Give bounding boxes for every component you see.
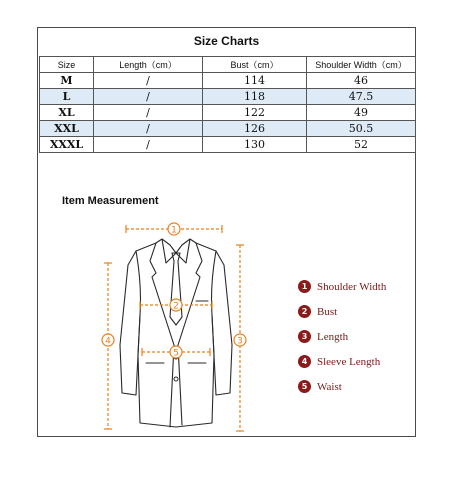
blazer-outline	[120, 239, 232, 427]
blazer-diagram	[96, 215, 256, 437]
size-table	[39, 56, 416, 153]
legend-number-3: 3	[298, 330, 311, 343]
svg-text:1: 1	[171, 225, 177, 236]
marker-2	[170, 299, 182, 312]
cell-shoulder: 47.5	[307, 89, 416, 105]
legend-item	[298, 274, 386, 299]
svg-text:3: 3	[237, 336, 243, 347]
cell-bust: 122	[203, 105, 307, 121]
cell-length: /	[94, 105, 203, 121]
cell-length: /	[94, 73, 203, 89]
header-length: Length（cm）	[94, 57, 203, 73]
table-row	[40, 121, 416, 137]
measurement-legend	[298, 274, 386, 399]
item-measurement-title: Item Measurement	[62, 195, 159, 207]
legend-item	[298, 324, 386, 349]
legend-item	[298, 349, 386, 374]
header-shoulder: Shoulder Width（cm）	[307, 57, 416, 73]
size-chart-title: Size Charts	[193, 34, 260, 48]
cell-length: /	[94, 121, 203, 137]
cell-shoulder: 52	[307, 137, 416, 153]
cell-bust: 126	[203, 121, 307, 137]
cell-size: M	[40, 73, 94, 89]
table-row	[40, 137, 416, 153]
table-row	[40, 105, 416, 121]
cell-bust: 130	[203, 137, 307, 153]
marker-5	[170, 346, 182, 359]
legend-item	[298, 374, 386, 399]
cell-length: /	[94, 137, 203, 153]
svg-text:5: 5	[173, 348, 179, 359]
buttons	[174, 355, 178, 381]
legend-number-1: 1	[298, 280, 311, 293]
legend-number-5: 5	[298, 380, 311, 393]
cell-size: XXL	[40, 121, 94, 137]
legend-label-shoulder-width: Shoulder Width	[317, 280, 387, 293]
header-size: Size	[40, 57, 94, 73]
cell-shoulder: 50.5	[307, 121, 416, 137]
legend-label-bust: Bust	[317, 305, 338, 318]
cell-bust: 114	[203, 73, 307, 89]
table-header-row	[40, 57, 416, 73]
legend-number-4: 4	[298, 355, 311, 368]
marker-4	[102, 334, 114, 347]
table-row	[40, 89, 416, 105]
legend-label-sleeve-length: Sleeve Length	[317, 355, 381, 368]
svg-text:4: 4	[105, 336, 111, 347]
legend-label-waist: Waist	[317, 380, 342, 393]
cell-size: XXXL	[40, 137, 94, 153]
cell-shoulder: 49	[307, 105, 416, 121]
table-row	[40, 73, 416, 89]
legend-item	[298, 299, 386, 324]
cell-size: L	[40, 89, 94, 105]
marker-1	[168, 223, 180, 236]
cell-length: /	[94, 89, 203, 105]
legend-number-2: 2	[298, 305, 311, 318]
legend-label-length: Length	[317, 330, 349, 343]
marker-3	[234, 334, 246, 347]
measure-ticks	[104, 225, 244, 431]
svg-text:2: 2	[173, 301, 179, 312]
cell-bust: 118	[203, 89, 307, 105]
cell-shoulder: 46	[307, 73, 416, 89]
cell-size: XL	[40, 105, 94, 121]
header-bust: Bust（cm）	[203, 57, 307, 73]
